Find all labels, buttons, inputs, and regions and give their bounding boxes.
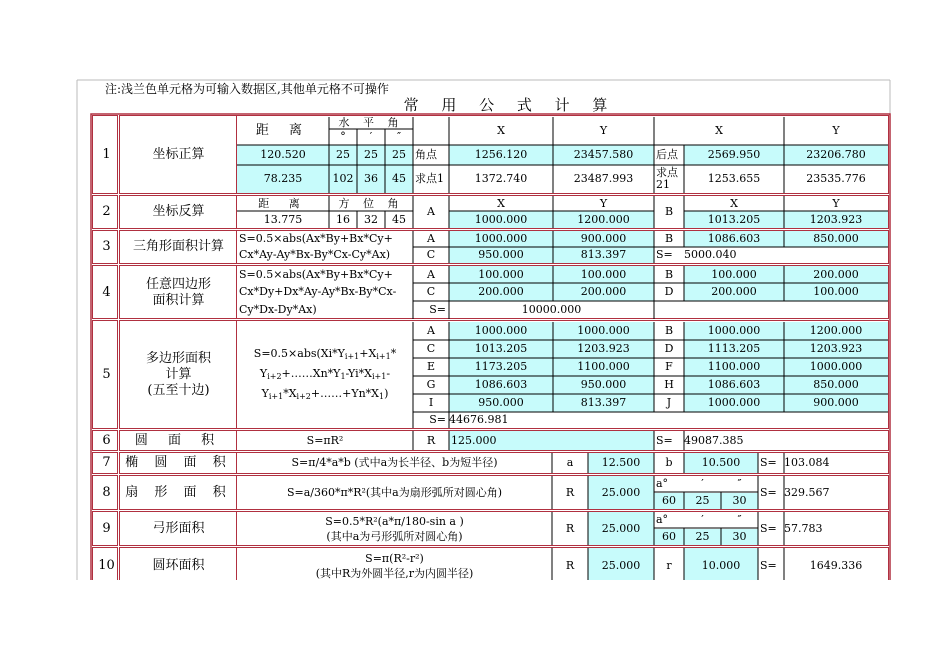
min-input[interactable]: 25 xyxy=(684,529,721,545)
point-y-input[interactable]: 950.000 xyxy=(553,376,654,394)
x-header: X xyxy=(497,196,505,210)
grid-box xyxy=(237,476,889,510)
deg-header: a° xyxy=(656,477,669,490)
radius-input[interactable]: 25.000 xyxy=(588,476,654,509)
row-number: 2 xyxy=(102,204,111,219)
point-b-x-input[interactable]: 1086.603 xyxy=(684,231,784,247)
point-c-x-input[interactable]: 200.000 xyxy=(449,283,553,301)
note-text: 注:浅兰色单元格为可输入数据区,其他单元格不可操作 xyxy=(105,82,389,96)
formula-line: S=0.5×abs(Ax*By+Bx*Cy+ xyxy=(239,232,393,245)
deg-value: 16 xyxy=(336,212,350,226)
deg-input[interactable]: 102 xyxy=(329,165,357,193)
point-x-input[interactable]: 1100.000 xyxy=(684,358,784,376)
point-a-y-input[interactable]: 900.000 xyxy=(553,231,654,247)
point-b-x-input[interactable]: 100.000 xyxy=(684,266,784,283)
point-a-x-input[interactable]: 1000.000 xyxy=(449,231,553,247)
row-name: 圆 面 积 xyxy=(134,432,223,448)
row-name-line: 多边形面积 xyxy=(145,351,211,366)
point-x-input[interactable]: 1086.603 xyxy=(684,376,784,394)
area-label: S= xyxy=(429,413,446,426)
point-b-y-input[interactable]: 850.000 xyxy=(784,231,888,247)
row-number: 8 xyxy=(102,484,111,500)
seek-point-2-x: 1253.655 xyxy=(707,172,761,185)
row-number: 10 xyxy=(98,558,115,573)
deg-input[interactable]: 60 xyxy=(654,529,684,545)
outer-radius-input[interactable]: 25.000 xyxy=(588,548,654,584)
point-label: D xyxy=(664,342,674,355)
bearing-header: 方 位 角 xyxy=(338,196,404,210)
row-name-line: 面积计算 xyxy=(152,292,205,308)
area-label: S= xyxy=(760,456,777,469)
grid-box xyxy=(120,116,237,194)
grid-box xyxy=(93,116,118,194)
point-d-x-input[interactable]: 200.000 xyxy=(684,283,784,301)
formula-line: (其中a为弓形弧所对圆心角) xyxy=(326,529,463,543)
area-label: S= xyxy=(656,433,673,447)
sec-header: ″ xyxy=(396,130,402,143)
inner-radius-input[interactable]: 10.000 xyxy=(684,548,758,584)
sec-header: ″ xyxy=(737,513,742,526)
formula-line: $S=0.5\times abs(Xi*Y_{i+1}+X_{i+1}*$ xyxy=(253,347,397,361)
area-label: S= xyxy=(760,485,777,499)
point-y-input[interactable]: 850.000 xyxy=(784,376,888,394)
area-label: S= xyxy=(760,521,777,535)
distance-value: 13.775 xyxy=(263,212,303,226)
x-header: X xyxy=(497,124,505,137)
horizontal-angle-header: 水 平 角 xyxy=(338,117,404,129)
grid-box xyxy=(120,431,237,451)
sec-input[interactable]: 25 xyxy=(385,145,413,165)
grid-box xyxy=(93,196,118,229)
y-header: Y xyxy=(599,196,608,210)
row-name: 坐标正算 xyxy=(152,147,205,162)
grid-box xyxy=(237,453,889,474)
point-x-input[interactable]: 950.000 xyxy=(449,394,553,412)
grid-box xyxy=(237,196,889,229)
formula-line: Cx*Ay-Ay*Bx-By*Cx-Cy*Ax) xyxy=(239,248,391,261)
grid-box xyxy=(93,476,118,510)
sec-input[interactable]: 30 xyxy=(721,529,758,545)
min-input[interactable]: 36 xyxy=(357,165,385,193)
grid-box xyxy=(120,476,237,510)
deg-input[interactable]: 25 xyxy=(329,145,357,165)
grid-box xyxy=(93,321,118,429)
grid-box xyxy=(237,431,889,451)
angle-point-x-input[interactable]: 1256.120 xyxy=(449,145,553,165)
row-number: 9 xyxy=(102,520,111,536)
grid-box xyxy=(237,266,889,319)
back-point-x-input[interactable]: 2569.950 xyxy=(684,145,784,165)
inner-radius-label: r xyxy=(666,559,672,572)
area-result: 5000.040 xyxy=(684,248,737,261)
point-y-input[interactable]: 1200.000 xyxy=(784,322,888,340)
distance-header: 距 离 xyxy=(255,123,311,138)
grid-box xyxy=(120,196,237,229)
grid-box xyxy=(237,512,889,546)
point-c-label: C xyxy=(426,248,436,261)
b-input[interactable]: 10.500 xyxy=(684,453,758,473)
point-label: C xyxy=(426,342,436,355)
formula-line: Cy*Dx-Dy*Ax) xyxy=(239,303,317,316)
formula-line: S=0.5×abs(Ax*By+Bx*Cy+ xyxy=(239,267,393,281)
row-number: 7 xyxy=(102,455,111,470)
row-name: 弓形面积 xyxy=(152,520,205,536)
point-a-label: A xyxy=(427,267,435,281)
x-header: X xyxy=(730,196,738,210)
point-x-input[interactable]: 1086.603 xyxy=(449,376,553,394)
formula-line: S=π(R²-r²) xyxy=(365,552,424,565)
radius-label: R xyxy=(565,559,575,572)
min-header: ′ xyxy=(701,477,704,490)
area-result: 49087.385 xyxy=(684,433,744,447)
row-number: 1 xyxy=(102,147,111,162)
area-result: 103.084 xyxy=(784,456,830,469)
formula-line: S=πR² xyxy=(306,433,344,447)
point-label: G xyxy=(426,378,436,391)
area-result: 10000.000 xyxy=(521,303,582,316)
formula-line: $Y_{i+1}*X_{i+2}+\dots\dots+Yn*X_1$) xyxy=(261,387,389,401)
deg-input[interactable]: 60 xyxy=(654,493,684,509)
point-a-y-input[interactable]: 100.000 xyxy=(553,266,654,283)
point-c-y-input[interactable]: 813.397 xyxy=(553,247,654,263)
area-result: 57.783 xyxy=(784,521,823,535)
grid-box xyxy=(93,266,118,319)
grid-box xyxy=(120,266,237,319)
distance-input[interactable]: 120.520 xyxy=(237,145,329,165)
y-header: Y xyxy=(599,124,608,137)
radius-input[interactable]: 125.000 xyxy=(449,431,654,450)
point-label: E xyxy=(426,360,436,373)
deg-header: ° xyxy=(340,130,346,143)
row-name: 扇 形 面 积 xyxy=(125,484,232,500)
point-a-label: A xyxy=(427,232,435,245)
point-label: A xyxy=(427,324,435,337)
grid-box xyxy=(120,512,237,546)
formula-line: S=a/360*π*R²(其中a为扇形弧所对圆心角) xyxy=(286,485,503,499)
a-input[interactable]: 12.500 xyxy=(588,453,654,473)
radius-label: R xyxy=(565,485,575,499)
min-value: 32 xyxy=(364,212,378,226)
point-c-y-input[interactable]: 200.000 xyxy=(553,283,654,301)
point-b-y-input[interactable]: 1203.923 xyxy=(784,211,888,228)
seek-point-2-label-num: 21 xyxy=(656,178,670,191)
x-header: X xyxy=(715,124,723,137)
point-c-label: C xyxy=(426,285,436,298)
area-result: 329.567 xyxy=(784,485,830,499)
point-a-label: A xyxy=(427,205,435,218)
area-label: S= xyxy=(760,559,777,572)
point-y-input[interactable]: 813.397 xyxy=(553,394,654,412)
angle-point-label: 角点 xyxy=(415,148,437,161)
point-y-input[interactable]: 1203.923 xyxy=(784,340,888,358)
sec-header: ″ xyxy=(737,477,742,490)
radius-label: R xyxy=(565,521,575,535)
point-b-label: B xyxy=(664,267,674,281)
point-a-y-input[interactable]: 1200.000 xyxy=(553,211,654,228)
radius-label: R xyxy=(426,433,436,447)
y-header: Y xyxy=(832,124,840,137)
formula-line: $Y_{i+2}+\dots\dots Xn*Y_1-Yi*X_{i+1}-$ xyxy=(259,367,391,381)
point-y-input[interactable]: 1000.000 xyxy=(553,322,654,340)
point-x-input[interactable]: 1000.000 xyxy=(684,394,784,412)
min-input[interactable]: 25 xyxy=(357,145,385,165)
grid-box xyxy=(91,114,890,594)
row-name: 三角形面积计算 xyxy=(132,239,224,254)
point-a-x-input[interactable]: 100.000 xyxy=(449,266,553,283)
back-point-y-input[interactable]: 23206.780 xyxy=(784,145,888,165)
point-label: I xyxy=(428,396,434,409)
point-label: J xyxy=(666,396,672,409)
seek-point-2-y: 23535.776 xyxy=(806,172,866,185)
distance-header: 距 离 xyxy=(258,196,308,210)
min-input[interactable]: 25 xyxy=(684,493,721,509)
grid-box xyxy=(93,512,118,546)
area-result: 44676.981 xyxy=(449,413,509,426)
area-label: S= xyxy=(656,248,673,261)
row-number: 6 xyxy=(102,432,111,448)
point-x-input[interactable]: 1113.205 xyxy=(684,340,784,358)
point-label: B xyxy=(664,324,674,337)
angle-point-y-input[interactable]: 23457.580 xyxy=(553,145,654,165)
b-label: b xyxy=(665,456,673,469)
row-number: 5 xyxy=(102,367,111,382)
point-label: F xyxy=(665,360,673,373)
point-x-input[interactable]: 1013.205 xyxy=(449,340,553,358)
back-point-label: 后点 xyxy=(656,148,678,161)
sec-input[interactable]: 30 xyxy=(721,493,758,509)
point-y-input[interactable]: 900.000 xyxy=(784,394,888,412)
grid-box xyxy=(120,231,237,264)
point-b-x-input[interactable]: 1013.205 xyxy=(684,211,784,228)
point-a-x-input[interactable]: 1000.000 xyxy=(449,211,553,228)
sec-value: 45 xyxy=(392,212,406,226)
page-margin xyxy=(0,580,950,672)
seek-point-label: 求点1 xyxy=(415,172,444,185)
row-number: 3 xyxy=(102,239,111,254)
point-b-label: B xyxy=(664,205,674,218)
min-header: ′ xyxy=(701,513,704,526)
point-c-x-input[interactable]: 950.000 xyxy=(449,247,553,263)
distance-input[interactable]: 78.235 xyxy=(237,165,329,193)
formula-line: Cx*Dy+Dx*Ay-Ay*Bx-By*Cx- xyxy=(239,285,397,298)
point-label: H xyxy=(664,378,674,391)
sec-input[interactable]: 45 xyxy=(385,165,413,193)
point-x-input[interactable]: 1173.205 xyxy=(449,358,553,376)
grid-box xyxy=(93,231,118,264)
y-header: Y xyxy=(832,196,840,210)
row-name: 椭 圆 面 积 xyxy=(125,455,232,470)
grid-box xyxy=(120,453,237,474)
point-b-y-input[interactable]: 200.000 xyxy=(784,266,888,283)
grid-box xyxy=(93,453,118,474)
area-label: S= xyxy=(429,303,446,316)
row-name-line: (五至十边) xyxy=(147,383,210,398)
formula-line: S=0.5*R²(a*π/180-sin a ) xyxy=(325,514,464,528)
radius-input[interactable]: 25.000 xyxy=(588,512,654,545)
row-name-line: 任意四边形 xyxy=(145,276,211,292)
point-y-input[interactable]: 1100.000 xyxy=(553,358,654,376)
point-b-label: B xyxy=(664,232,674,245)
a-label: a xyxy=(566,456,574,469)
row-name: 圆环面积 xyxy=(152,558,205,573)
formula-line: S=π/4*a*b (式中a为长半径、b为短半径) xyxy=(291,456,498,469)
area-result: 1649.336 xyxy=(809,559,863,572)
seek-point-y: 23487.993 xyxy=(573,172,634,185)
deg-header: a° xyxy=(656,513,669,526)
point-y-input[interactable]: 1000.000 xyxy=(784,358,888,376)
point-x-input[interactable]: 1000.000 xyxy=(449,322,553,340)
min-header: ′ xyxy=(369,130,373,143)
row-name-line: 计算 xyxy=(165,367,192,382)
seek-point-2-label-text: 求点 xyxy=(656,166,678,179)
grid-box xyxy=(120,321,237,429)
formula-line: (其中R为外圆半径,r为内圆半径) xyxy=(315,567,474,580)
point-d-y-input[interactable]: 100.000 xyxy=(784,283,888,301)
page-title: 常 用 公 式 计 算 xyxy=(403,96,617,114)
grid-box xyxy=(237,116,889,194)
point-y-input[interactable]: 1203.923 xyxy=(553,340,654,358)
point-x-input[interactable]: 1000.000 xyxy=(684,322,784,340)
point-d-label: D xyxy=(664,285,674,298)
seek-point-x: 1372.740 xyxy=(474,172,528,185)
row-name: 坐标反算 xyxy=(152,204,205,219)
grid-box xyxy=(93,431,118,451)
row-number: 4 xyxy=(102,284,111,300)
